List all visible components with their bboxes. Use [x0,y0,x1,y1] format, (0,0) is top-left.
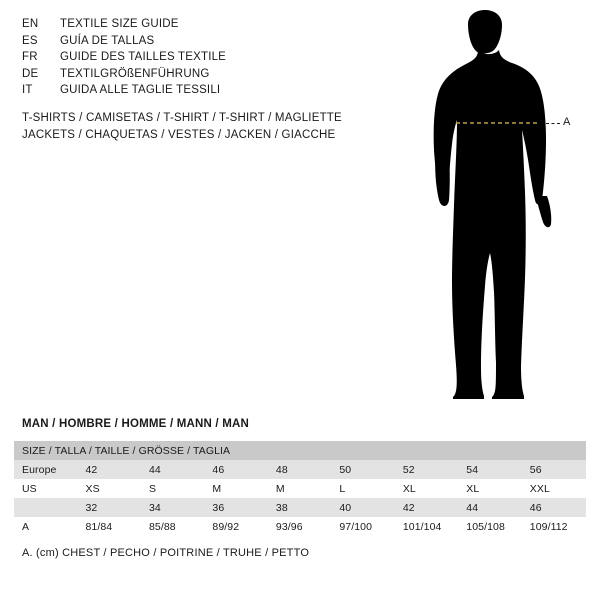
language-code: EN [22,18,39,30]
cell-value: 56 [522,460,586,479]
cell-value: 85/88 [141,517,204,536]
cell-value: 101/104 [395,517,458,536]
cell-value: XXL [522,479,586,498]
cell-value: M [268,479,331,498]
language-code: IT [22,84,33,96]
measure-label-a: A [563,116,571,128]
cell-value: 81/84 [77,517,140,536]
cell-value: XL [395,479,458,498]
male-silhouette-illustration [400,10,600,410]
cell-value: XL [458,479,521,498]
language-text: TEXTILGRÖßENFÜHRUNG [60,67,210,80]
table-row [14,498,586,517]
cell-value: 42 [395,498,458,517]
cell-value: 38 [268,498,331,517]
silhouette-svg [400,10,600,410]
category-list [22,110,422,144]
cell-value: 46 [204,460,267,479]
table-header-label: SIZE / TALLA / TAILLE / GRÖSSE / TAGLIA [14,441,586,460]
cell-value: 44 [458,498,521,517]
cell-value: 40 [331,498,394,517]
language-row [22,66,382,83]
cell-value: 52 [395,460,458,479]
cell-value: M [204,479,267,498]
cell-value: S [141,479,204,498]
cell-value: L [331,479,394,498]
cell-value: 34 [141,498,204,517]
cell-value: 42 [77,460,140,479]
table-header-row [14,441,586,460]
table-row [14,479,586,498]
footnote-chest-measurement: A. (cm) CHEST / PECHO / POITRINE / TRUHE / PETTO [22,547,310,559]
language-row [22,49,382,66]
language-code: FR [22,51,38,63]
cell-value: 54 [458,460,521,479]
cell-value: 93/96 [268,517,331,536]
category-tshirts: T-SHIRTS / CAMISETAS / T-SHIRT / T-SHIRT / MAGLIETTE [22,112,342,124]
language-code: DE [22,67,39,80]
size-table-wrapper [14,441,586,536]
table-row [14,460,586,479]
cell-value: 36 [204,498,267,517]
language-code: ES [22,34,38,47]
cell-value: 50 [331,460,394,479]
language-row [22,82,382,99]
row-label [14,498,77,517]
language-row [22,33,382,50]
table-row [14,517,586,536]
cell-value: 105/108 [458,517,521,536]
row-label: US [14,479,77,498]
table-title-man: MAN / HOMBRE / HOMME / MANN / MAN [22,418,250,430]
category-jackets: JACKETS / CHAQUETAS / VESTES / JACKEN / GIACCHE [22,129,336,141]
language-text: GUIDE DES TAILLES TEXTILE [60,51,227,63]
size-table [14,441,586,536]
cell-value: 89/92 [204,517,267,536]
cell-value: 48 [268,460,331,479]
language-row [22,16,382,33]
cell-value: 32 [77,498,140,517]
cell-value: 46 [522,498,586,517]
language-text: TEXTILE SIZE GUIDE [60,18,179,30]
language-text: GUÍA DE TALLAS [60,34,155,47]
cell-value: 109/112 [522,517,586,536]
language-header-list [22,16,382,99]
cell-value: 97/100 [331,517,394,536]
language-text: GUIDA ALLE TAGLIE TESSILI [60,84,221,96]
measure-leader-line [546,123,560,124]
cell-value: 44 [141,460,204,479]
row-label: Europe [14,460,77,479]
row-label: A [14,517,77,536]
cell-value: XS [77,479,140,498]
